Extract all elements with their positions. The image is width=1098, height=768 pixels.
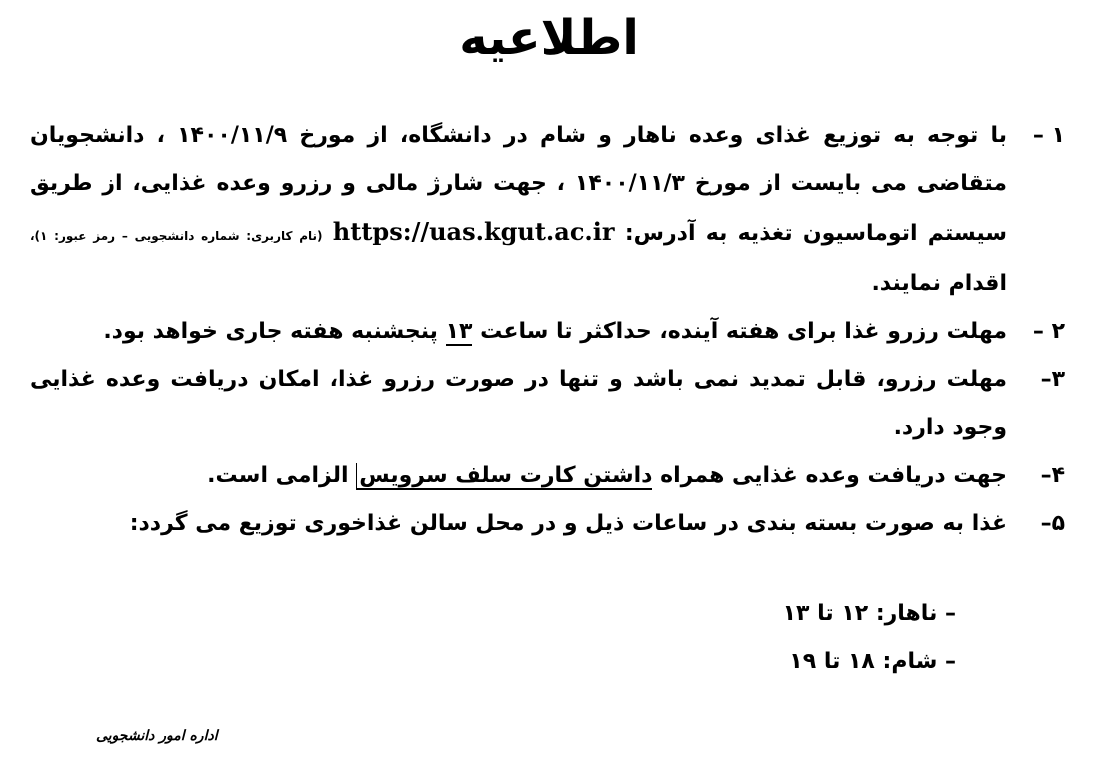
item-text: غذا به صورت بسته بندی در ساعات ذیل و در محل سالن غذاخوری توزیع می گردد: — [129, 511, 1007, 536]
item-text-part: مهلت رزرو غذا برای هفته آینده، حداکثر تا ساعت — [480, 319, 1007, 344]
meal-dinner: – شام: ۱۸ تا ۱۹ — [789, 649, 956, 674]
item-number: ۱ – — [1032, 123, 1065, 148]
announcement-item-3 — [30, 356, 1065, 452]
item-text-part: پنجشنبه هفته جاری خواهد بود. — [103, 319, 438, 344]
item-text-part: الزامی است. — [207, 463, 349, 488]
announcement-item-5 — [30, 500, 1065, 548]
item-text-part: با توجه به توزیع غذای وعده ناهار و شام در دانشگاه، از مورخ ۱۴۰۰/۱۱/۹ ، دانشجویان متقاضی می بایست از مورخ ۱۴۰۰/۱۱/۳ ، جهت شارژ مالی و رزرو وعده غذایی، از طریق سیستم اتوماسیون تغذیه به آدرس: — [30, 123, 1007, 246]
item-number: ۳– — [1040, 367, 1065, 392]
announcement-list — [30, 112, 1065, 548]
item-text-part: جهت دریافت وعده غذایی همراه — [660, 463, 1007, 488]
meal-lunch: – ناهار: ۱۲ تا ۱۳ — [782, 601, 956, 626]
signature-office: اداره امور دانشجویی — [96, 728, 218, 744]
item-number: ۲ – — [1032, 319, 1065, 344]
meal-times — [783, 590, 956, 686]
automation-system-url: https://uas.kgut.ac.ir — [332, 217, 615, 246]
item-text: مهلت رزرو، قابل تمدید نمی باشد و تنها در صورت رزرو غذا، امکان دریافت وعده غذایی وجود دارد. — [30, 367, 1007, 440]
credentials-note: (نام کاربری: شماره دانشجویی – رمز عبور: ۱)، — [30, 229, 323, 243]
item-text — [30, 452, 1007, 500]
announcement-item-2 — [30, 308, 1065, 356]
page-title: اطلاعیه — [459, 10, 639, 66]
announcement-item-4 — [30, 452, 1065, 500]
item-text-part: اقدام نمایند. — [871, 271, 1007, 296]
item-number: ۴– — [1040, 463, 1065, 488]
item-text — [30, 308, 1007, 356]
card-requirement: داشتن کارت سلف سرویس — [356, 463, 652, 490]
item-text — [30, 112, 1007, 308]
item-number: ۵– — [1040, 511, 1065, 536]
deadline-hour: ۱۳ — [445, 319, 473, 344]
announcement-item-1 — [30, 112, 1065, 308]
